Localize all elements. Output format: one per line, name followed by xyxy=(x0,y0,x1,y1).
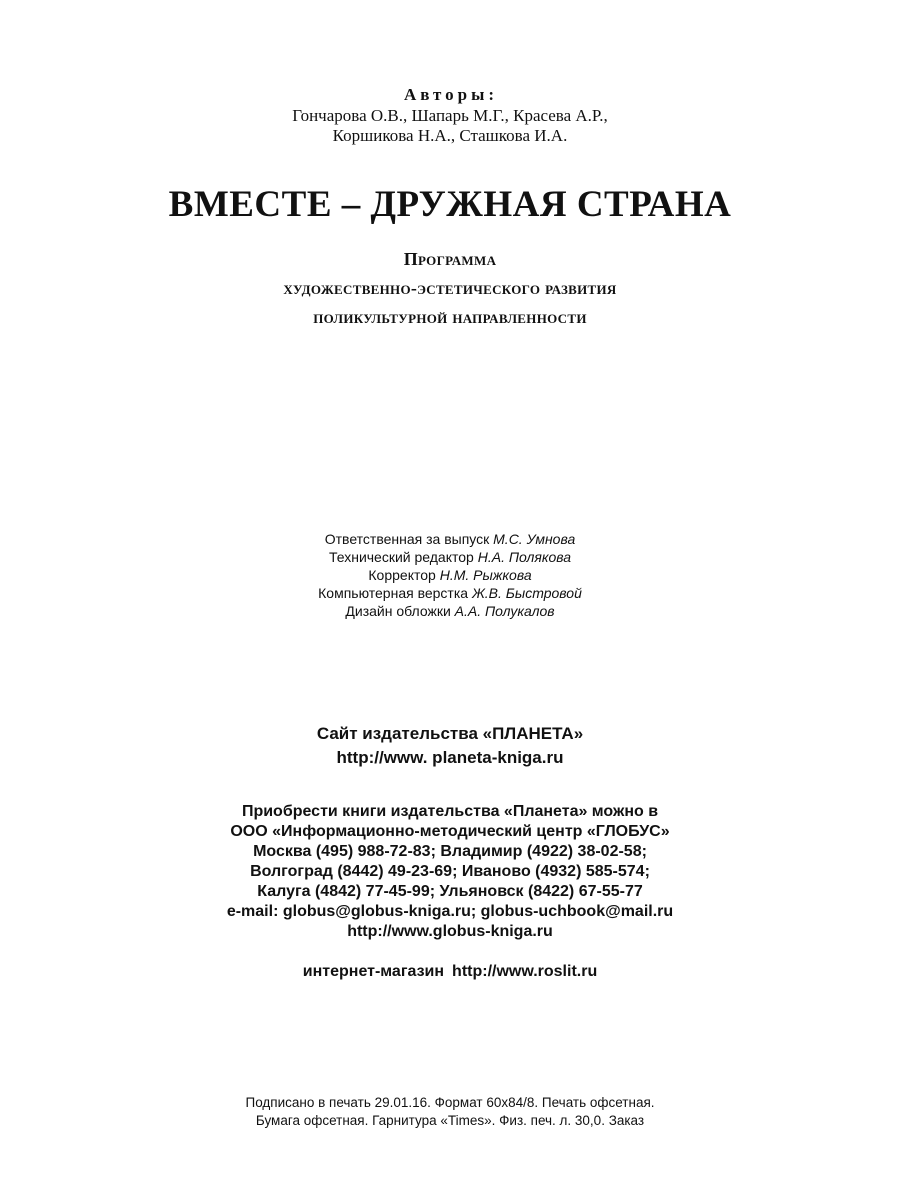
credit-name: А.А. Полукалов xyxy=(454,603,555,619)
purchase-url: http://www.globus-kniga.ru xyxy=(347,923,553,940)
publisher-site-url: http://www. planeta-kniga.ru xyxy=(336,748,564,767)
purchase-info-block xyxy=(0,802,900,942)
credit-line xyxy=(0,530,900,548)
online-shop-line xyxy=(0,962,900,982)
purchase-line-2: ООО «Информационно-методический центр «ГЛОБУС» xyxy=(230,823,670,840)
credit-name: Н.М. Рыжкова xyxy=(439,567,532,583)
credit-role: Технический редактор xyxy=(328,549,474,565)
book-subtitle xyxy=(0,245,900,332)
imprint-line-2: Бумага офсетная. Гарнитура «Times». Физ. печ. л. 30,0. Заказ xyxy=(255,1113,645,1128)
subtitle-line-3: поликультурной направленности xyxy=(313,307,587,327)
purchase-line-5: Калуга (4842) 77-45-99; Ульяновск (8422) 67-55-77 xyxy=(257,883,643,900)
subtitle-line-1: Программа xyxy=(403,249,497,269)
credit-line xyxy=(0,602,900,620)
credits-block xyxy=(0,530,900,620)
print-imprint-block xyxy=(0,1094,900,1130)
subtitle-line-2: художественно-эстетического развития xyxy=(283,278,617,298)
credit-line xyxy=(0,566,900,584)
credit-name: Н.А. Полякова xyxy=(477,549,572,565)
online-shop-label: интернет-магазин xyxy=(302,963,445,980)
publisher-site-block xyxy=(0,722,900,770)
authors-line-1: Гончарова О.В., Шапарь М.Г., Красева А.Р., xyxy=(292,106,608,125)
online-shop-url: http://www.roslit.ru xyxy=(452,963,598,980)
purchase-line-1: Приобрести книги издательства «Планета» можно в xyxy=(241,803,659,820)
purchase-email: e-mail: globus@globus-kniga.ru; globus-uchbook@mail.ru xyxy=(226,903,674,920)
credit-role: Компьютерная верстка xyxy=(318,585,469,601)
credit-line xyxy=(0,548,900,566)
publisher-site-title: Сайт издательства «ПЛАНЕТА» xyxy=(316,724,584,743)
credit-role: Ответственная за выпуск xyxy=(324,531,490,547)
credit-line xyxy=(0,584,900,602)
book-title: ВМЕСТЕ – ДРУЖНАЯ СТРАНА xyxy=(168,184,732,225)
authors-block xyxy=(0,84,900,146)
credit-role: Корректор xyxy=(368,567,436,583)
authors-label: Авторы: xyxy=(403,85,499,104)
authors-line-2: Коршикова Н.А., Сташкова И.А. xyxy=(332,126,568,145)
imprint-line-1: Подписано в печать 29.01.16. Формат 60х84/8. Печать офсетная. xyxy=(245,1095,655,1110)
credit-name: М.С. Умнова xyxy=(493,531,576,547)
credit-role: Дизайн обложки xyxy=(345,603,451,619)
purchase-line-3: Москва (495) 988-72-83; Владимир (4922) 38-02-58; xyxy=(253,843,647,860)
credit-name: Ж.В. Быстровой xyxy=(471,585,582,601)
purchase-line-4: Волгоград (8442) 49-23-69; Иваново (4932) 585-574; xyxy=(250,863,650,880)
